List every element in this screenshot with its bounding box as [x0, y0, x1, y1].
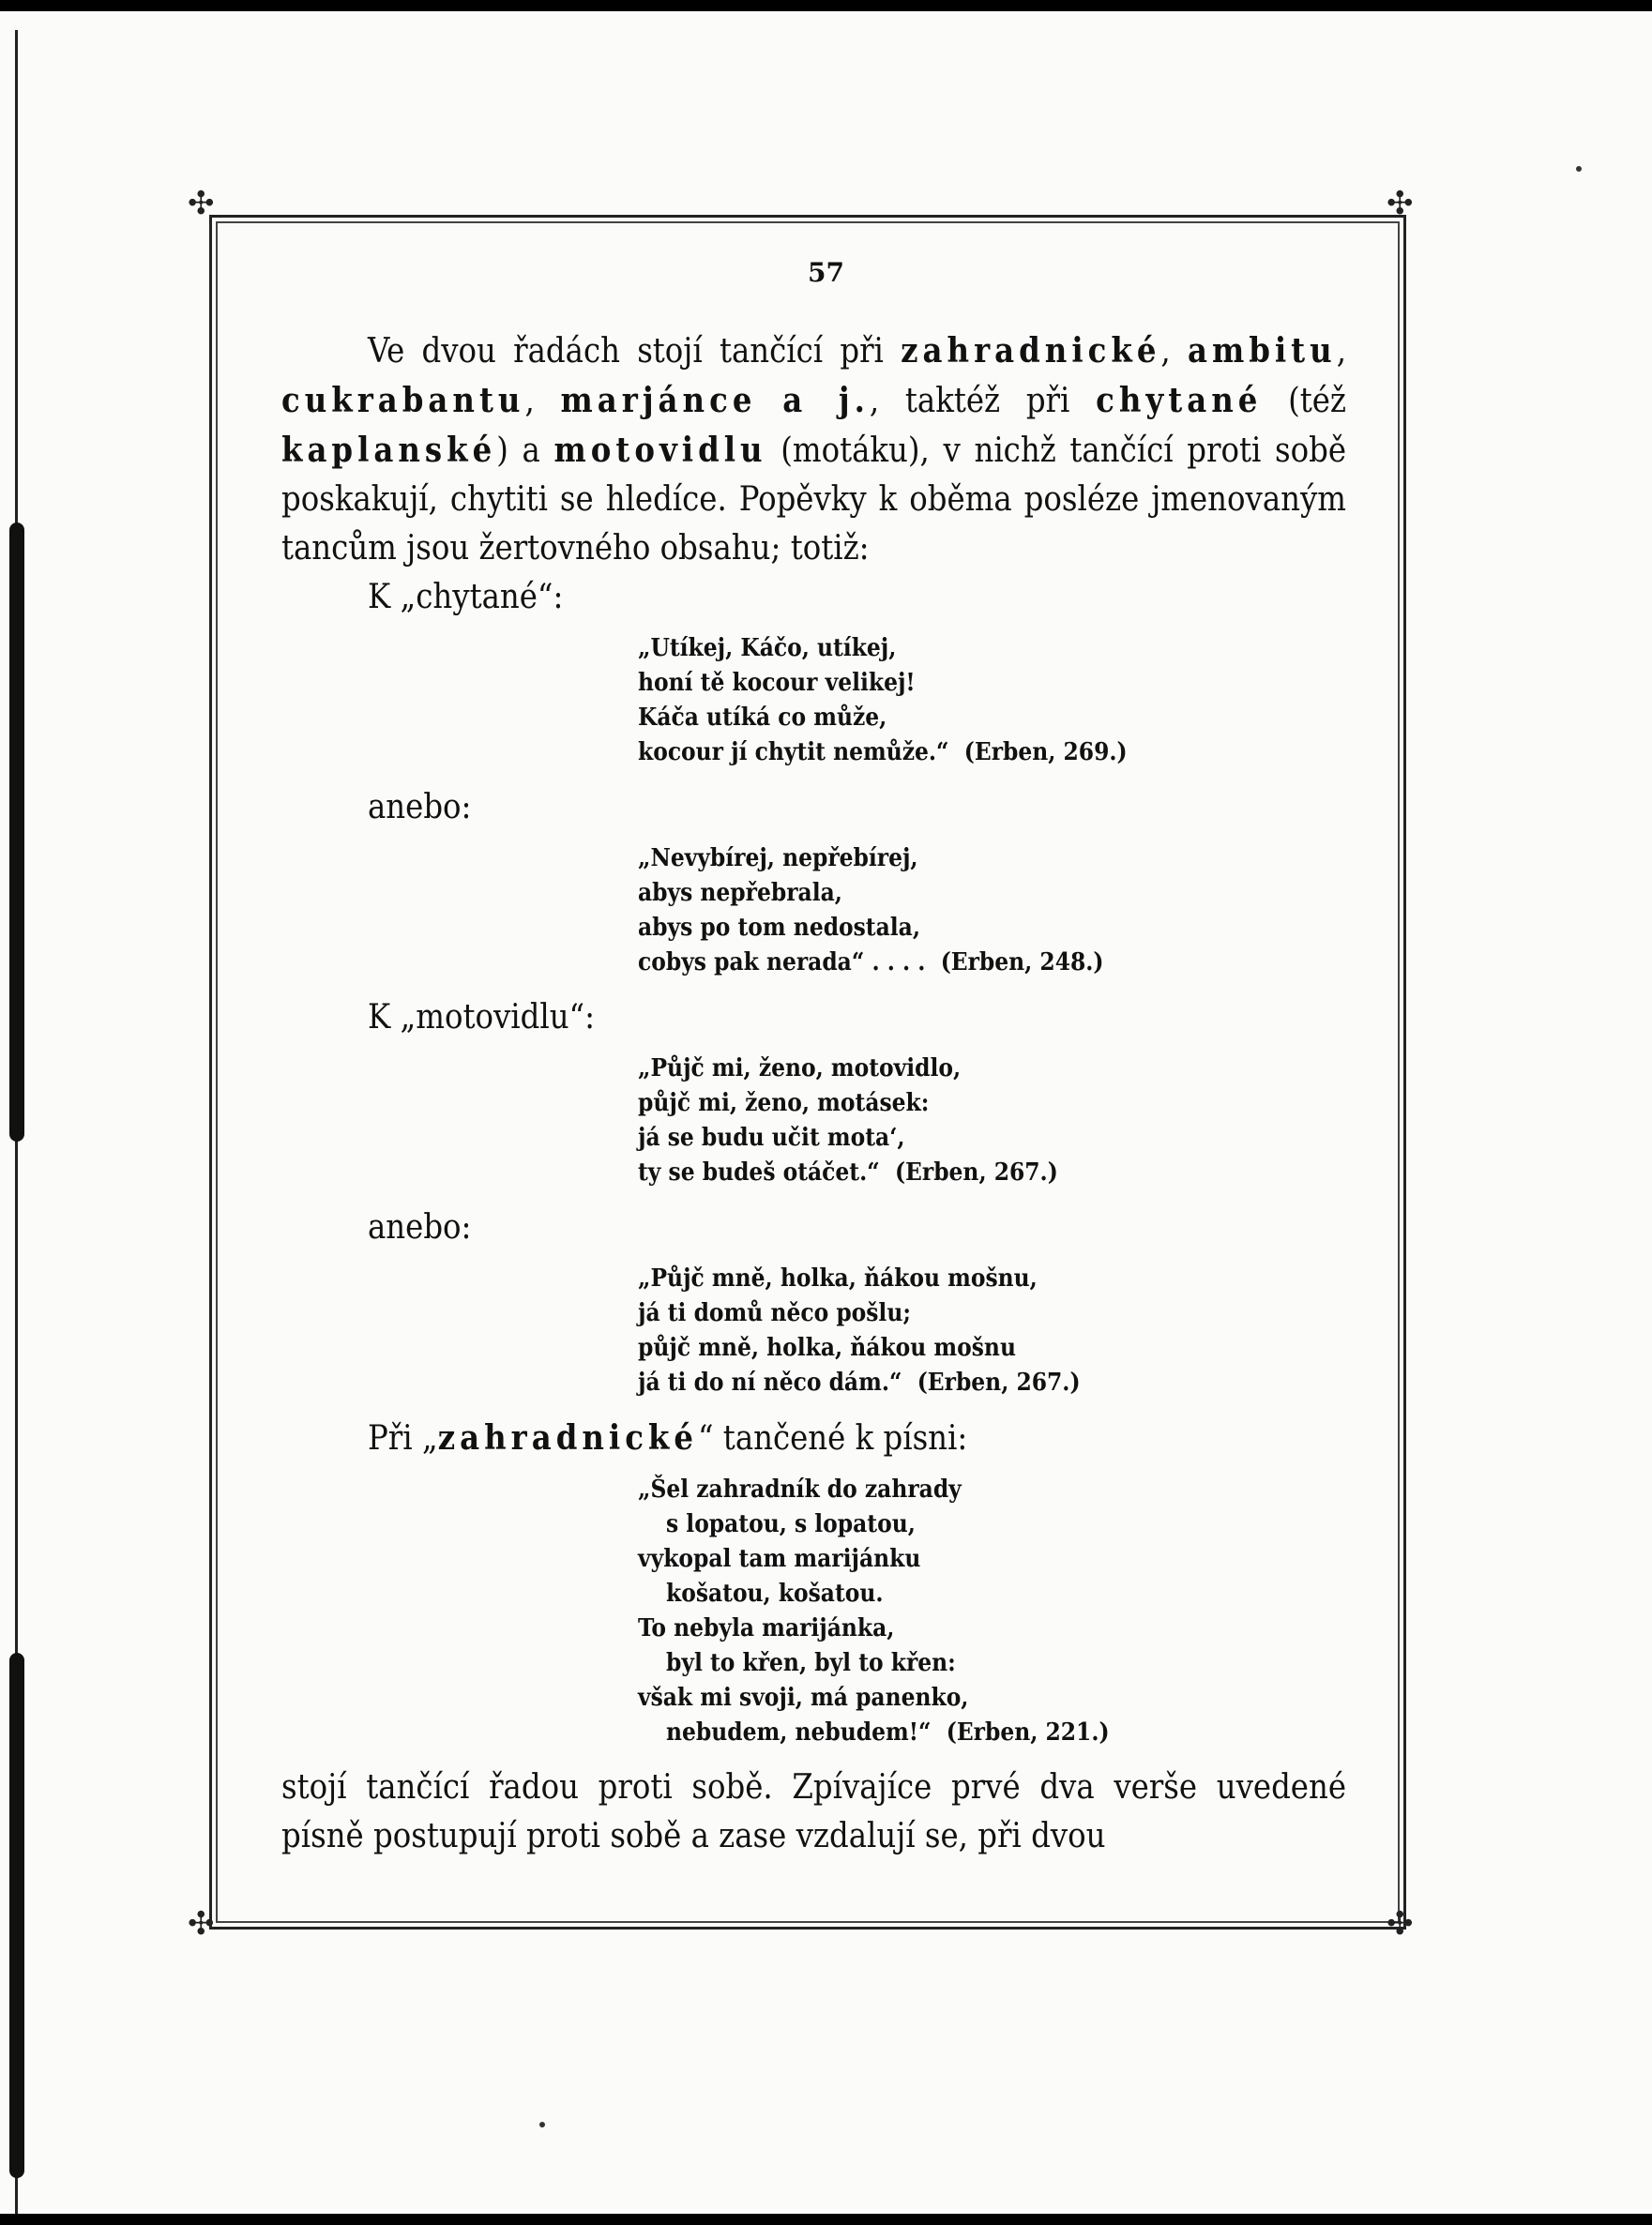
label-zahradnicke: [281, 1414, 1346, 1463]
verse-line: abys nepřebrala,: [638, 879, 842, 907]
paragraph-2: stojí tančící řadou proti sobě. Zpívajíce prvé dva verše uvedené písně postupují proti sobě a zase vzdalují se, při dvou: [281, 1768, 1346, 1855]
verse-line: vykopal tam marijánku: [638, 1545, 921, 1573]
frame-corner-top-right-ornament: ✣: [1387, 185, 1414, 222]
frame-corner-top-left-ornament: ✣: [188, 185, 215, 222]
verse-line: já ti domů něco pošlu;: [638, 1299, 911, 1327]
verse-source: (Erben, 267.): [894, 1158, 1058, 1187]
para1-spaced-2: ambitu: [1187, 331, 1337, 371]
verse-source: (Erben, 269.): [963, 738, 1128, 766]
page-number: 57: [808, 257, 844, 288]
verse-line-last: [638, 1716, 1346, 1750]
para1-spaced-4: marjánce: [560, 381, 757, 420]
page-body: [281, 326, 1346, 1861]
verse-nevybirej: [638, 841, 1346, 980]
label-anebo-2: anebo:: [368, 1208, 472, 1247]
verse-source: (Erben, 267.): [917, 1369, 1081, 1397]
verse-motovidlu: [638, 1052, 1346, 1190]
verse-line: však mi svoji, má panenko,: [638, 1684, 969, 1712]
verse-zahradnik: [638, 1473, 1346, 1750]
verse-line: půjč mi, ženo, motásek:: [638, 1089, 930, 1117]
paragraph-1: [281, 326, 1346, 573]
verse-line: byl to křen, byl to křen:: [666, 1649, 956, 1677]
verse-line-text: ty se budeš otáčet.“: [638, 1158, 880, 1187]
verse-line: „Utíkej, Káčo, utíkej,: [638, 634, 897, 662]
verse-line: s lopatou, s lopatou,: [666, 1510, 916, 1538]
para1-spaced-8: motovidlu: [553, 431, 767, 470]
verse-line: „Půjč mně, holka, ňákou mošnu,: [638, 1264, 1038, 1293]
frame-corner-bottom-right-ornament: ✣: [1387, 1905, 1414, 1943]
para1-text-1: Ve dvou řadách stojí tančící při: [368, 332, 902, 371]
verse-line: košatou, košatou.: [666, 1580, 884, 1608]
verse-line: Káča utíká co může,: [638, 704, 887, 732]
scan-speck: [1576, 166, 1582, 172]
para1-text-7: (též: [1262, 382, 1346, 420]
label-anebo-1: anebo:: [368, 788, 472, 826]
verse-source: (Erben, 221.): [946, 1718, 1110, 1747]
label5-spaced: zahradnické: [437, 1418, 698, 1458]
verse-line: To nebyla marijánka,: [638, 1614, 895, 1642]
verse-line-last: [638, 1366, 1346, 1400]
verse-line-text: cobys pak nerada“ . . . .: [638, 948, 926, 976]
verse-line: já se budu učit mota‘,: [638, 1124, 905, 1152]
para1-text-8: ) a: [496, 431, 554, 470]
verse-source: (Erben, 248.): [940, 948, 1104, 976]
verse-line-last: [638, 946, 1346, 980]
label-chytane: K „chytané“:: [368, 578, 564, 616]
verse-line-text: kocour jí chytit nemůže.“: [638, 738, 949, 766]
verse-line: honí tě kocour velikej!: [638, 669, 916, 697]
para1-text-2: ,: [1160, 332, 1188, 371]
verse-line-text: já ti do ní něco dám.“: [638, 1369, 902, 1397]
verse-line: půjč mně, holka, ňákou mošnu: [638, 1334, 1016, 1362]
para1-text-4: ,: [524, 382, 561, 420]
verse-line: „Šel zahradník do zahrady: [638, 1476, 962, 1504]
para1-spaced-7: kaplanské: [281, 431, 497, 470]
label5-text-1: Při „: [368, 1419, 438, 1458]
verse-line-last: [638, 735, 1346, 770]
para1-text-6: , taktéž při: [869, 382, 1097, 420]
page-scan: [0, 11, 1652, 2214]
para1-spaced-1: zahradnické: [901, 331, 1161, 371]
verse-line: „Půjč mi, ženo, motovidlo,: [638, 1054, 962, 1082]
verse-line: abys po tom nedostala,: [638, 914, 920, 942]
verse-line-text: nebudem, nebudem!“: [666, 1718, 932, 1747]
verse-mosnu: [638, 1262, 1346, 1400]
para1-spaced-6: chytané: [1096, 381, 1263, 420]
binding-edge-bar-upper: [9, 522, 24, 1142]
para1-spaced-5: a j.: [782, 381, 870, 420]
label-motovidlu: K „motovidlu“:: [368, 998, 596, 1037]
label5-text-2: “ tančené k písni:: [697, 1419, 968, 1458]
scan-speck: [539, 2122, 545, 2127]
para1-spaced-3: cukrabantu: [281, 381, 525, 420]
frame-corner-bottom-left-ornament: ✣: [188, 1905, 215, 1943]
para1-text-5: [756, 382, 782, 420]
verse-line-last: [638, 1156, 1346, 1190]
verse-line: „Nevybírej, nepřebírej,: [638, 844, 918, 872]
para1-text-9: (motáku), v nichž tančící proti sobě poskakují, chytiti se hledíce. Popěvky k oběma posléze jmenovaným tancům jsou žertovného obsahu; totiž:: [281, 431, 1346, 568]
para1-text-3: ,: [1336, 332, 1346, 371]
binding-edge-bar-lower: [9, 1653, 24, 2178]
verse-chytane: [638, 631, 1346, 770]
